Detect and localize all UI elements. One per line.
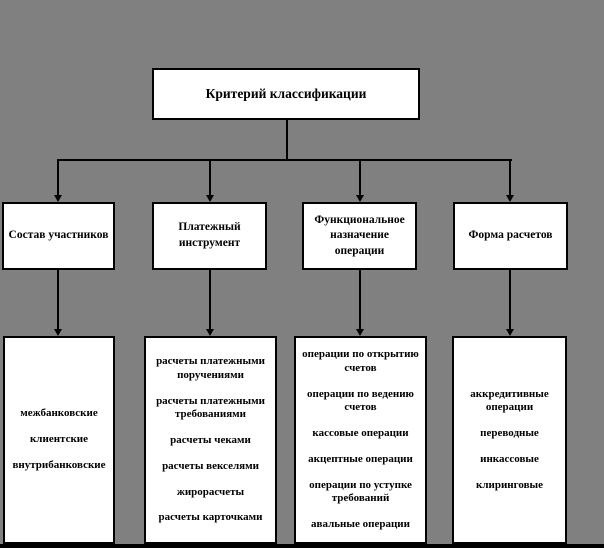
arrowhead-down-icon xyxy=(506,195,514,202)
connector-drop-2 xyxy=(209,159,211,195)
list-item: клиентские xyxy=(29,433,89,446)
list-item: инкассовые xyxy=(480,452,539,465)
connector-arrow-2 xyxy=(209,270,211,329)
criterion-label: Состав участников xyxy=(8,229,109,242)
connector-drop-3 xyxy=(359,159,361,195)
list-box-settlement-form xyxy=(452,336,567,544)
connector-horizontal-rail xyxy=(57,159,512,161)
list-item: внутрибанковские xyxy=(12,458,106,471)
list-item: расчеты платежными поручениями xyxy=(156,355,265,381)
list-item: аккредитивные операции xyxy=(470,387,549,414)
list-item: расчеты платежными требованиями xyxy=(156,394,265,421)
arrowhead-down-icon xyxy=(54,329,62,336)
criterion-box-functional-purpose xyxy=(302,202,417,270)
connector-arrow-3 xyxy=(359,270,361,329)
arrowhead-down-icon xyxy=(206,195,214,202)
list-item: жирорасчеты xyxy=(176,485,245,498)
criterion-box-settlement-form xyxy=(453,202,568,270)
list-item: расчеты чеками xyxy=(170,434,251,446)
bottom-edge-bar xyxy=(0,544,604,548)
root-criterion-box xyxy=(152,68,420,120)
connector-arrow-4 xyxy=(509,270,511,329)
criterion-box-payment-instrument xyxy=(152,202,267,270)
connector-root-stem xyxy=(286,120,288,160)
list-item: акцептные операции xyxy=(308,452,413,465)
list-item: расчеты векселями xyxy=(162,459,259,472)
list-item: клиринговые xyxy=(476,478,543,491)
arrowhead-down-icon xyxy=(506,329,514,336)
list-box-participants xyxy=(3,336,115,544)
criterion-label: Форма расчетов xyxy=(468,229,553,242)
arrowhead-down-icon xyxy=(206,329,214,336)
list-item: операции по ведению счетов xyxy=(307,387,414,414)
list-item: авальные операции xyxy=(311,518,410,531)
list-item: кассовые операции xyxy=(312,427,409,440)
list-item: переводные xyxy=(480,427,539,440)
arrowhead-down-icon xyxy=(356,195,364,202)
list-box-functional-purpose xyxy=(294,336,427,544)
list-item: операции по открытию счетов xyxy=(302,348,419,374)
list-item: межбанковские xyxy=(20,407,98,420)
list-item: операции по уступке требований xyxy=(309,478,412,505)
list-item: расчеты карточками xyxy=(158,511,263,524)
connector-drop-1 xyxy=(57,159,59,195)
criterion-box-participants xyxy=(2,202,115,270)
root-criterion-label: Критерий классификации xyxy=(205,86,367,102)
criterion-label: Функциональное назначение операции xyxy=(314,213,405,257)
criterion-label: Платежный инструмент xyxy=(178,221,241,249)
connector-drop-4 xyxy=(509,159,511,195)
arrowhead-down-icon xyxy=(54,195,62,202)
connector-arrow-1 xyxy=(57,270,59,329)
arrowhead-down-icon xyxy=(356,329,364,336)
list-box-payment-instrument xyxy=(144,336,277,544)
